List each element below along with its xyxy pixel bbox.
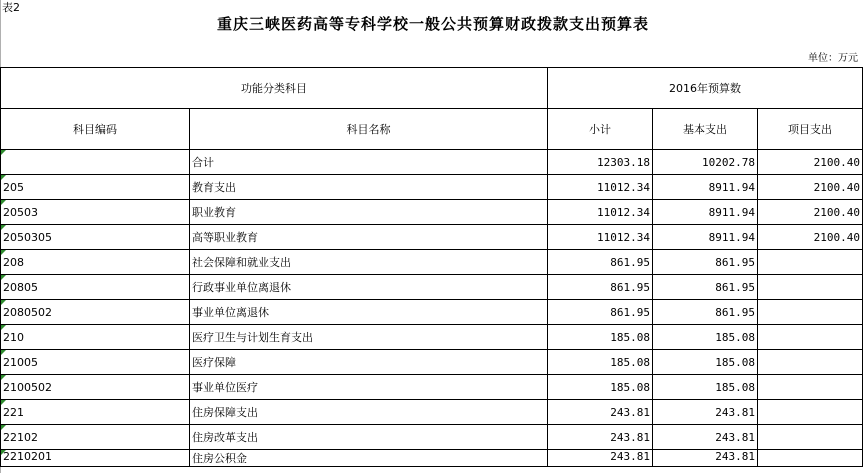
subtotal-cell[interactable] — [548, 450, 653, 467]
project-cell[interactable] — [758, 250, 863, 275]
cell-indicator-icon — [1, 300, 6, 305]
header-project: 项目支出 — [758, 109, 863, 150]
basic-cell-text: 861.95 — [715, 255, 755, 269]
project-cell-text: 2100.40 — [813, 230, 861, 244]
project-cell[interactable] — [758, 150, 863, 175]
basic-cell[interactable] — [653, 175, 758, 200]
code-cell-text: 20805 — [3, 280, 38, 294]
subtotal-cell-text: 185.08 — [610, 355, 650, 369]
name-cell[interactable] — [190, 225, 548, 250]
basic-cell-text: 8911.94 — [708, 180, 755, 194]
project-cell[interactable] — [758, 225, 863, 250]
code-cell[interactable] — [1, 225, 190, 250]
basic-cell[interactable] — [653, 350, 758, 375]
basic-cell[interactable] — [653, 250, 758, 275]
table-row — [1, 150, 863, 175]
table-row — [1, 450, 863, 467]
table-row — [1, 425, 863, 450]
code-cell[interactable] — [1, 150, 190, 175]
name-cell-text: 住房保障支出 — [192, 406, 258, 419]
cell-indicator-icon — [1, 225, 6, 230]
subtotal-cell[interactable] — [548, 175, 653, 200]
name-cell[interactable] — [190, 250, 548, 275]
name-cell-text: 医疗保障 — [192, 356, 236, 369]
header-row-columns — [1, 109, 863, 150]
table-row — [1, 250, 863, 275]
basic-cell-text: 243.81 — [715, 450, 755, 463]
subtotal-cell-text: 185.08 — [610, 380, 650, 394]
cell-indicator-icon — [1, 425, 6, 430]
table-row — [1, 175, 863, 200]
basic-cell[interactable] — [653, 325, 758, 350]
basic-cell[interactable] — [653, 450, 758, 467]
project-cell[interactable] — [758, 175, 863, 200]
document-title: 重庆三峡医药高等专科学校一般公共预算财政拨款支出预算表 — [216, 15, 649, 33]
name-cell-text: 高等职业教育 — [192, 231, 258, 244]
header-row-top — [1, 68, 863, 109]
project-cell[interactable] — [758, 300, 863, 325]
code-cell-text: 208 — [3, 255, 24, 269]
basic-cell[interactable] — [653, 275, 758, 300]
subtotal-cell-text: 11012.34 — [597, 180, 650, 194]
project-cell-text: 2100.40 — [813, 155, 861, 169]
subtotal-cell[interactable] — [548, 375, 653, 400]
name-cell-text: 医疗卫生与计划生育支出 — [192, 331, 313, 344]
table-row — [1, 225, 863, 250]
name-cell[interactable] — [190, 200, 548, 225]
project-cell[interactable] — [758, 275, 863, 300]
code-cell[interactable] — [1, 375, 190, 400]
table-label: 表2 — [2, 1, 20, 14]
cell-indicator-icon — [1, 200, 6, 205]
cell-indicator-icon — [1, 350, 6, 355]
name-cell-text: 住房公积金 — [192, 452, 247, 465]
table-row — [1, 325, 863, 350]
code-cell-text: 2100502 — [3, 380, 52, 394]
project-cell[interactable] — [758, 450, 863, 467]
code-cell[interactable] — [1, 200, 190, 225]
name-cell[interactable] — [190, 150, 548, 175]
subtotal-cell[interactable] — [548, 400, 653, 425]
name-cell[interactable] — [190, 450, 548, 467]
cell-indicator-icon — [1, 250, 6, 255]
subtotal-cell[interactable] — [548, 425, 653, 450]
basic-cell-text: 185.08 — [715, 380, 755, 394]
header-category: 功能分类科目 — [1, 68, 548, 109]
subtotal-cell[interactable] — [548, 150, 653, 175]
header-subtotal: 小计 — [548, 109, 653, 150]
subtotal-cell-text: 243.81 — [610, 430, 650, 444]
name-cell-text: 职业教育 — [192, 206, 236, 219]
subtotal-cell-text: 861.95 — [610, 255, 650, 269]
project-cell-text: 2100.40 — [813, 205, 861, 219]
code-cell-text: 22102 — [3, 430, 38, 444]
basic-cell[interactable] — [653, 400, 758, 425]
subtotal-cell-text: 185.08 — [610, 330, 650, 344]
subtotal-cell-text: 11012.34 — [597, 230, 650, 244]
project-cell[interactable] — [758, 350, 863, 375]
basic-cell-text: 185.08 — [715, 355, 755, 369]
subtotal-cell-text: 11012.34 — [597, 205, 650, 219]
project-cell[interactable] — [758, 375, 863, 400]
subtotal-cell-text: 243.81 — [610, 405, 650, 419]
code-cell[interactable] — [1, 300, 190, 325]
code-cell[interactable] — [1, 450, 190, 467]
code-cell[interactable] — [1, 175, 190, 200]
code-cell[interactable] — [1, 325, 190, 350]
cell-indicator-icon — [1, 175, 6, 180]
code-cell-text: 221 — [3, 405, 24, 419]
cell-indicator-icon — [1, 150, 6, 155]
basic-cell-text: 861.95 — [715, 280, 755, 294]
basic-cell[interactable] — [653, 150, 758, 175]
basic-cell-text: 8911.94 — [708, 230, 755, 244]
basic-cell[interactable] — [653, 225, 758, 250]
table-row — [1, 200, 863, 225]
header-budget-year: 2016年预算数 — [548, 68, 863, 109]
basic-cell[interactable] — [653, 375, 758, 400]
name-cell[interactable] — [190, 275, 548, 300]
subtotal-cell[interactable] — [548, 350, 653, 375]
subtotal-cell-text: 12303.18 — [597, 155, 650, 169]
basic-cell-text: 185.08 — [715, 330, 755, 344]
name-cell-text: 行政事业单位离退休 — [192, 281, 291, 294]
header-code: 科目编码 — [1, 109, 190, 150]
unit-label: 单位：万元 — [808, 53, 858, 64]
code-cell-text: 21005 — [3, 355, 38, 369]
basic-cell-text: 10202.78 — [702, 155, 755, 169]
name-cell[interactable] — [190, 300, 548, 325]
cell-indicator-icon — [1, 450, 6, 455]
code-cell[interactable] — [1, 350, 190, 375]
basic-cell-text: 861.95 — [715, 305, 755, 319]
basic-cell-text: 243.81 — [715, 405, 755, 419]
project-cell[interactable] — [758, 400, 863, 425]
project-cell[interactable] — [758, 200, 863, 225]
table-row — [1, 375, 863, 400]
subtotal-cell[interactable] — [548, 225, 653, 250]
code-cell[interactable] — [1, 425, 190, 450]
cell-indicator-icon — [1, 275, 6, 280]
code-cell[interactable] — [1, 275, 190, 300]
basic-cell[interactable] — [653, 300, 758, 325]
header-basic: 基本支出 — [653, 109, 758, 150]
cell-indicator-icon — [1, 375, 6, 380]
table-row — [1, 275, 863, 300]
project-cell-text: 2100.40 — [813, 180, 861, 194]
subtotal-cell-text: 861.95 — [610, 280, 650, 294]
subtotal-cell[interactable] — [548, 300, 653, 325]
basic-cell-text: 8911.94 — [708, 205, 755, 219]
basic-cell-text: 243.81 — [715, 430, 755, 444]
name-cell-text: 合计 — [192, 156, 214, 169]
code-cell-text: 20503 — [3, 205, 38, 219]
project-cell[interactable] — [758, 425, 863, 450]
code-cell-text: 210 — [3, 330, 24, 344]
table-row — [1, 300, 863, 325]
code-cell-text: 2210201 — [3, 450, 52, 463]
subtotal-cell-text: 243.81 — [610, 450, 650, 463]
subtotal-cell[interactable] — [548, 250, 653, 275]
subtotal-cell[interactable] — [548, 275, 653, 300]
code-cell[interactable] — [1, 250, 190, 275]
name-cell[interactable] — [190, 375, 548, 400]
code-cell-text: 2080502 — [3, 305, 52, 319]
subtotal-cell[interactable] — [548, 325, 653, 350]
subtotal-cell-text: 861.95 — [610, 305, 650, 319]
cell-indicator-icon — [1, 325, 6, 330]
name-cell[interactable] — [190, 400, 548, 425]
subtotal-cell[interactable] — [548, 200, 653, 225]
name-cell-text: 教育支出 — [192, 181, 236, 194]
basic-cell[interactable] — [653, 425, 758, 450]
basic-cell[interactable] — [653, 200, 758, 225]
table-row — [1, 400, 863, 425]
code-cell-text: 205 — [3, 180, 24, 194]
budget-table — [0, 67, 863, 467]
cell-indicator-icon — [1, 400, 6, 405]
header-name: 科目名称 — [190, 109, 548, 150]
name-cell-text: 事业单位医疗 — [192, 381, 258, 394]
name-cell-text: 住房改革支出 — [192, 431, 258, 444]
table-row — [1, 350, 863, 375]
name-cell[interactable] — [190, 175, 548, 200]
code-cell[interactable] — [1, 400, 190, 425]
name-cell[interactable] — [190, 350, 548, 375]
project-cell[interactable] — [758, 325, 863, 350]
code-cell-text: 2050305 — [3, 230, 52, 244]
name-cell[interactable] — [190, 325, 548, 350]
name-cell[interactable] — [190, 425, 548, 450]
name-cell-text: 事业单位离退休 — [192, 306, 269, 319]
name-cell-text: 社会保障和就业支出 — [192, 256, 291, 269]
